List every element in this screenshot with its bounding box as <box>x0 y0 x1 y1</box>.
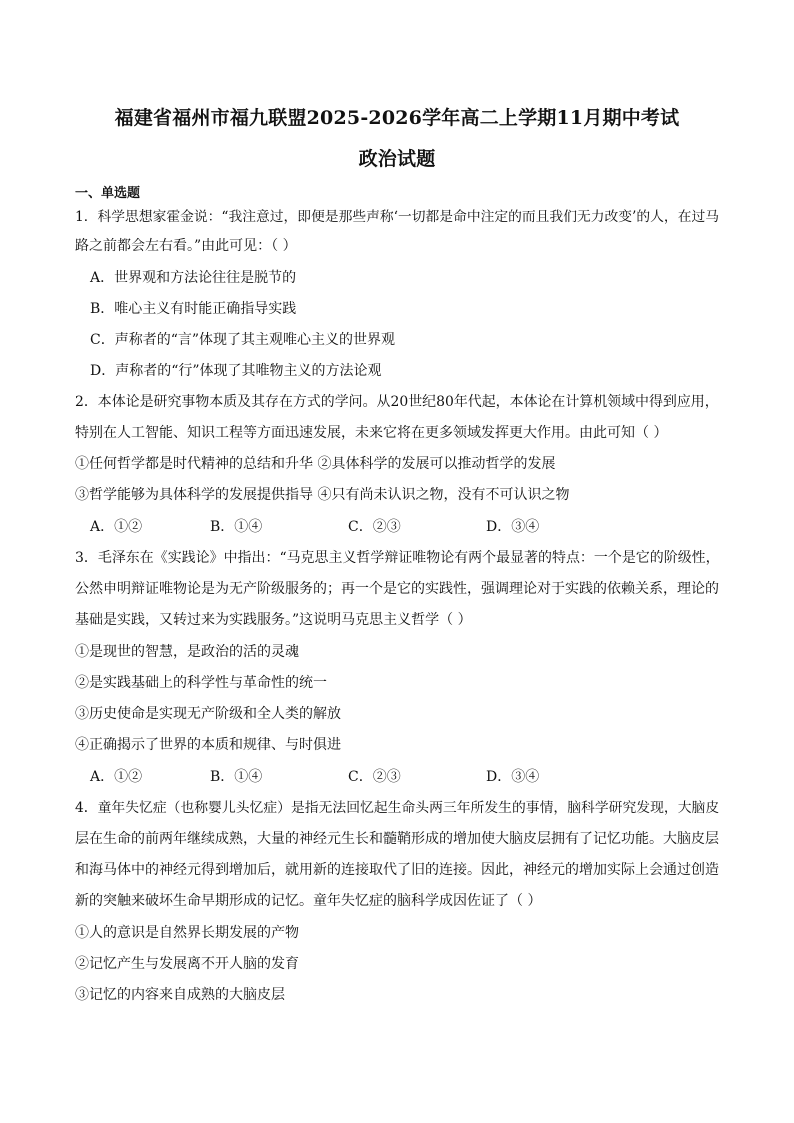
question-1-option-d: D．声称者的“行”体现了其唯物主义的方法论观 <box>90 363 382 379</box>
question-4-stem-line-2: 层在生命的前两年继续成熟，大量的神经元生长和髓鞘形成的增加使大脑皮层拥有了记忆功能。大脑皮层 <box>75 831 719 847</box>
question-2-stem-line-1: 2．本体论是研究事物本质及其存在方式的学问。从20世纪80年代起，本体论在计算机领域中得到应用， <box>75 394 719 410</box>
question-1-option-a: A．世界观和方法论往往是脱节的 <box>90 270 297 286</box>
question-1-stem-line-2: 路之前都会左右看。”由此可见：（ ） <box>75 238 297 254</box>
question-1-option-c: C．声称者的“言”体现了其主观唯心主义的世界观 <box>90 332 396 348</box>
question-2-choice-d: D．③④ <box>486 519 540 535</box>
question-2-choice-a: A．①② <box>90 519 143 535</box>
question-3-stem-line-3: 基础是实践，又转过来为实践服务。”这说明马克思主义哲学（ ） <box>75 612 472 628</box>
question-4-stem-line-3: 和海马体中的神经元得到增加后，就用新的连接取代了旧的连接。因此，神经元的增加实际上会通过创造 <box>75 862 719 878</box>
exam-subtitle: 政治试题 <box>358 148 436 170</box>
question-2-statements-row-1: ①任何哲学都是时代精神的总结和升华 ②具体科学的发展可以推动哲学的发展 <box>75 456 556 472</box>
question-3-statement-1: ①是现世的智慧，是政治的活的灵魂 <box>75 644 299 660</box>
question-4-stem-line-1: 4．童年失忆症（也称婴儿头忆症）是指无法回忆起生命头两三年所发生的事情，脑科学研究发现，大脑皮 <box>75 800 720 816</box>
question-3-statement-4: ④正确揭示了世界的本质和规律、与时俱进 <box>75 737 341 753</box>
question-1-stem-line-1: 1．科学思想家霍金说：“我注意过，即便是那些声称‘一切都是命中注定的而且我们无力改变’的人，在过马 <box>75 209 719 225</box>
question-2-choice-c: C．②③ <box>348 519 401 535</box>
question-3-stem-line-1: 3．毛泽东在《实践论》中指出：“马克思主义哲学辩证唯物论有两个最显著的特点：一个是它的阶级性， <box>75 550 720 566</box>
question-3-choice-a: A．①② <box>90 769 143 785</box>
question-4-statement-2: ②记忆产生与发展离不开人脑的发育 <box>75 956 299 972</box>
question-4-stem-line-4: 新的突触来破坏生命早期形成的记忆。童年失忆症的脑科学成因佐证了（ ） <box>75 893 542 909</box>
exam-title: 福建省福州市福九联盟2025-2026学年高二上学期11月期中考试 <box>114 107 680 129</box>
question-3-stem-line-2: 公然申明辩证唯物论是为无产阶级服务的；再一个是它的实践性，强调理论对于实践的依赖关系，理论的 <box>75 581 719 597</box>
question-3-choice-b: B．①④ <box>210 769 263 785</box>
section-heading: 一、单选题 <box>75 186 141 201</box>
question-2-statements-row-2: ③哲学能够为具体科学的发展提供指导 ④只有尚未认识之物，没有不可认识之物 <box>75 487 570 503</box>
question-3-choice-c: C．②③ <box>348 769 401 785</box>
question-3-statement-2: ②是实践基础上的科学性与革命性的统一 <box>75 675 327 691</box>
question-3-choice-d: D．③④ <box>486 769 540 785</box>
question-3-statement-3: ③历史使命是实现无产阶级和全人类的解放 <box>75 706 341 722</box>
question-4-statement-3: ③记忆的内容来自成熟的大脑皮层 <box>75 987 285 1003</box>
question-2-choice-b: B．①④ <box>210 519 263 535</box>
question-1-option-b: B．唯心主义有时能正确指导实践 <box>90 301 297 317</box>
question-4-statement-1: ①人的意识是自然界长期发展的产物 <box>75 925 299 941</box>
question-2-stem-line-2: 特别在人工智能、知识工程等方面迅速发展，未来它将在更多领域发挥更大作用。由此可知（ ） <box>75 425 668 441</box>
